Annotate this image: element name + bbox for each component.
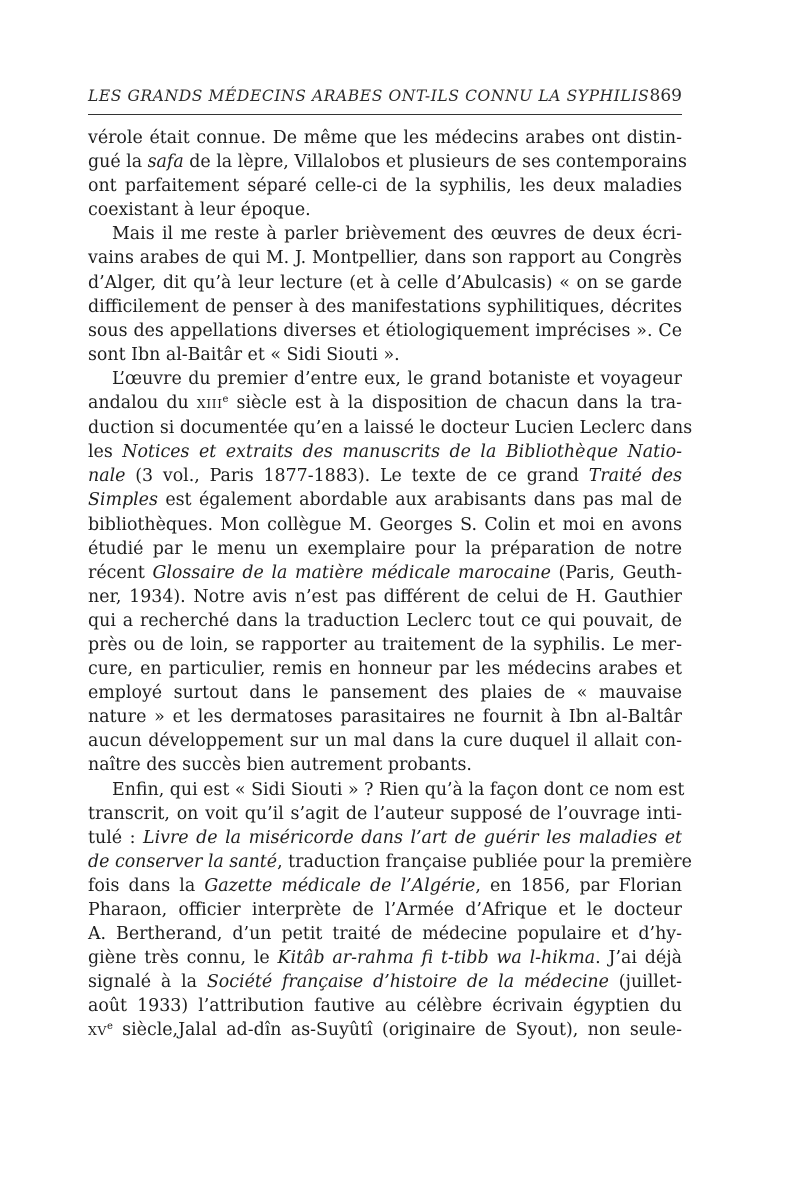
text-line: vains arabes de qui M. J. Montpellier, dans son rapport au Congrès bbox=[88, 248, 682, 269]
text-line: récent Glossaire de la matière médicale marocaine (Paris, Geuth- bbox=[88, 562, 682, 583]
text-line: coexistant à leur époque. bbox=[88, 200, 311, 221]
text-line: nature » et les dermatoses parasitaires ne fournit à Ibn al-Baltâr bbox=[88, 707, 682, 728]
italic-title: Gazette médicale de l’Algérie bbox=[204, 875, 476, 896]
text-line: tulé : Livre de la miséricorde dans l’art de guérir les maladies et bbox=[88, 827, 682, 848]
text-line: près ou de loin, se rapporter au traitement de la syphilis. Le mer- bbox=[88, 634, 682, 655]
text-line: ont parfaitement séparé celle-ci de la syphilis, les deux maladies bbox=[88, 176, 682, 197]
text-line: A. Bertherand, d’un petit traité de médecine populaire et d’hy- bbox=[88, 924, 682, 945]
body-text bbox=[88, 126, 693, 1044]
text-line: Pharaon, officier interprète de l’Armée d’Afrique et le docteur bbox=[88, 900, 682, 920]
book-page bbox=[88, 0, 693, 1184]
text-line: les Notices et extraits des manuscrits de la Bibliothèque Natio- bbox=[88, 442, 683, 463]
text-line: L’œuvre du premier d’entre eux, le grand botaniste et voyageur bbox=[112, 368, 682, 389]
header-rule bbox=[88, 114, 682, 115]
text-line: naître des succès bien autrement probants. bbox=[88, 755, 472, 776]
italic-title: Kitâb ar-rahma fi t-tibb wa l-hikma bbox=[277, 948, 596, 969]
text-line: difficilement de penser à des manifestations syphilitiques, décrites bbox=[88, 296, 682, 317]
text-line: aucun développement sur un mal dans la cure duquel il allait con- bbox=[88, 731, 682, 752]
text-line: bibliothèques. Mon collègue M. Georges S. Colin et moi en avons bbox=[88, 514, 682, 535]
italic-title: Livre de la miséricorde dans l’art de guérir les maladies et bbox=[143, 827, 682, 848]
text-line: Mais il me reste à parler brièvement des œuvres de deux écri- bbox=[112, 224, 682, 245]
running-title: LES GRANDS MÉDECINS ARABES ONT-ILS CONNU LA SYPHILIS bbox=[88, 87, 650, 105]
italic-title: Notices et extraits des manuscrits de la Bibliothèque Natio- bbox=[122, 442, 683, 463]
text-line: d’Alger, dit qu’à leur lecture (et à celle d’Abulcasis) « on se garde bbox=[88, 272, 682, 293]
italic-title: nale bbox=[88, 466, 126, 487]
running-header bbox=[88, 86, 682, 106]
text-line: qui a recherché dans la traduction Leclerc tout ce qui pouvait, de bbox=[88, 610, 682, 631]
text-line: XVe siècle,Jalal ad-dîn as-Suyûtî (originaire de Syout), non seule- bbox=[88, 1020, 682, 1041]
text-line: andalou du XIIIe siècle est à la disposition de chacun dans la tra- bbox=[88, 393, 682, 414]
text-line: duction si documentée qu’en a laissé le docteur Lucien Leclerc dans bbox=[88, 418, 693, 439]
text-line: sous des appellations diverses et étiologiquement imprécises ». Ce bbox=[88, 320, 682, 341]
text-line: fois dans la Gazette médicale de l’Algérie, en 1856, par Florian bbox=[88, 875, 682, 896]
italic-title: Simples bbox=[88, 490, 158, 511]
text-line: cure, en particulier, remis en honneur par les médecins arabes et bbox=[88, 659, 682, 680]
text-line: vérole était connue. De même que les médecins arabes ont distin- bbox=[88, 128, 682, 148]
italic-term: safa bbox=[147, 152, 184, 173]
italic-title: Traité des bbox=[588, 466, 682, 487]
text-line: Simples est également abordable aux arabisants dans pas mal de bbox=[88, 490, 682, 511]
text-line: giène très connu, le Kitâb ar-rahma fi t-tibb wa l-hikma. J’ai déjà bbox=[88, 948, 682, 969]
text-line: de conserver la santé, traduction française publiée pour la première bbox=[88, 851, 692, 872]
text-line: gué la safa de la lèpre, Villalobos et plusieurs de ses contemporains bbox=[88, 152, 687, 173]
text-line: étudié par le menu un exemplaire pour la préparation de notre bbox=[88, 538, 682, 559]
page-number: 869 bbox=[649, 86, 682, 106]
text-line: transcrit, on voit qu’il s’agit de l’auteur supposé de l’ouvrage inti- bbox=[88, 803, 682, 824]
text-line: employé surtout dans le pansement des plaies de « mauvaise bbox=[88, 683, 682, 704]
text-line: signalé à la Société française d’histoire de la médecine (juillet- bbox=[88, 972, 682, 993]
italic-title: Société française d’histoire de la médecine bbox=[206, 972, 609, 993]
text-line: nale (3 vol., Paris 1877-1883). Le texte de ce grand Traité des bbox=[88, 466, 682, 487]
text-line: ner, 1934). Notre avis n’est pas différent de celui de H. Gauthier bbox=[88, 586, 682, 607]
italic-title: Glossaire de la matière médicale marocaine bbox=[152, 562, 551, 583]
text-line: Enfin, qui est « Sidi Siouti » ? Rien qu’à la façon dont ce nom est bbox=[112, 779, 685, 800]
italic-title: de conserver la santé bbox=[88, 851, 278, 872]
text-line: sont Ibn al-Baitâr et « Sidi Siouti ». bbox=[88, 344, 400, 365]
text-line: août 1933) l’attribution fautive au célèbre écrivain égyptien du bbox=[88, 996, 682, 1017]
